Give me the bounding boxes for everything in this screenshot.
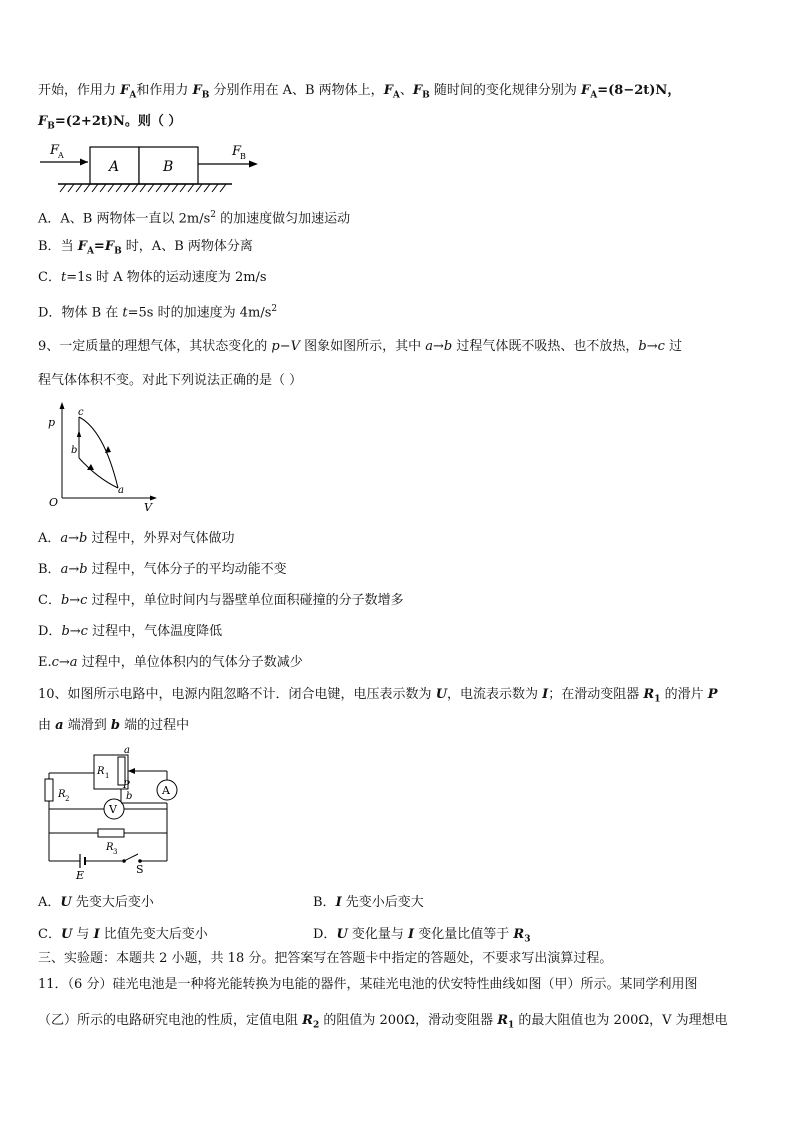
- block-a-label: A: [109, 159, 120, 175]
- block-b-label: B: [163, 159, 174, 175]
- point-a-label: a: [118, 485, 124, 496]
- p-axis-label: p: [48, 416, 56, 429]
- r3-sub: 3: [113, 848, 118, 856]
- q10-option-b[interactable]: B．I 先变小后变大: [313, 895, 424, 910]
- fa-label: F: [50, 143, 60, 158]
- battery-e-label: E: [76, 869, 85, 882]
- q9-stem-line1: 9、一定质量的理想气体，其状态变化的 p−V 图象如图所示，其中 a→b 过程气体既不吸热、也不放热，b→c 过: [38, 339, 683, 354]
- v-axis-label: V: [144, 501, 152, 514]
- q9-option-a[interactable]: A．a→b 过程中，外界对气体做功: [38, 531, 235, 546]
- q8-option-d[interactable]: D．物体 B 在 t=5s 时的加速度为 $4m/s^2$: [38, 304, 278, 321]
- q8-option-c[interactable]: C．t=1s 时 A 物体的运动速度为 2m/s: [38, 270, 267, 285]
- point-c-label: c: [78, 407, 84, 418]
- q10-option-d[interactable]: D．U 变化量与 I 变化量比值等于 $R_3$: [313, 927, 531, 945]
- q8-option-b[interactable]: B．当 $F_A=F_B$ 时，A、B 两物体分离: [38, 239, 253, 257]
- terminal-b-label: b: [126, 791, 133, 802]
- q11-stem-line1: 11．（6 分）硅光电池是一种将光能转换为电能的器件，某硅光电池的伏安特性曲线如图（甲）所示。某同学利用图: [38, 977, 698, 992]
- q9-option-e[interactable]: E.c→a 过程中，单位体积内的气体分子数减少: [38, 655, 303, 670]
- q9-option-b[interactable]: B．a→b 过程中，气体分子的平均动能不变: [38, 562, 287, 577]
- ammeter-label: A: [162, 784, 170, 797]
- q10-option-c[interactable]: C．U 与 I 比值先变大后变小: [38, 927, 208, 942]
- section-3-heading: 三、实验题：本题共 2 小题，共 18 分。把答案写在答题卡中指定的答题处，不要求写出演算过程。: [38, 951, 613, 966]
- r1-sub: 1: [105, 772, 110, 780]
- r2-label: R: [58, 789, 66, 800]
- resistor-r2: [45, 779, 53, 801]
- q10-option-a[interactable]: A．U 先变大后变小: [38, 895, 154, 910]
- voltmeter-label: V: [109, 803, 117, 816]
- q9-pv-graph: [42, 400, 167, 515]
- q9-stem-line2: 程气体体积不变。对此下列说法正确的是（ ）: [38, 373, 303, 388]
- r2-sub: 2: [65, 795, 70, 803]
- fb-sub: B: [240, 152, 246, 161]
- q10-stem-line2: 由 a 端滑到 b 端的过程中: [38, 718, 190, 733]
- terminal-a-label: a: [124, 745, 130, 756]
- q10-stem-line1: 10、如图所示电路中，电源内阻忽略不计．闭合电键，电压表示数为 U，电流表示数为 I；在滑动变阻器 $R_1$ 的滑片 P: [38, 687, 718, 705]
- q8-intro-line1: 开始，作用力 $F_A$和作用力 $F_B$ 分别作用在 A、B 两物体上，$F_A$、$F_B$ 随时间的变化规律分别为 $F_A=(8-2t)N$，: [38, 83, 681, 101]
- q8-intro-line2: $F_B=(2+2t)N$。则（ ）: [38, 114, 182, 132]
- q10-circuit-diagram: [40, 743, 190, 883]
- q8-blocks-figure: [36, 138, 266, 198]
- r3-label: R: [106, 842, 114, 853]
- slider-p-label: P: [123, 780, 130, 791]
- resistor-r3: [98, 829, 124, 837]
- r1-label: R: [97, 766, 105, 777]
- origin-label: O: [49, 496, 59, 509]
- q9-option-c[interactable]: C．b→c 过程中，单位时间内与器壁单位面积碰撞的分子数增多: [38, 593, 404, 608]
- switch-s-label: S: [136, 863, 144, 876]
- q9-option-d[interactable]: D．b→c 过程中，气体温度降低: [38, 624, 223, 639]
- point-b-label: b: [71, 445, 78, 456]
- fa-sub: A: [58, 151, 64, 160]
- switch-s: [124, 854, 138, 861]
- fb-label: F: [232, 144, 242, 159]
- q11-stem-line2: （乙）所示的电路研究电池的性质，定值电阻 $R_2$ 的阻值为 200Ω，滑动变阻器 $R_1$ 的最大阻值也为 200Ω，V 为理想电: [38, 1013, 728, 1031]
- q8-option-a[interactable]: A．A、B 两物体一直以 $2m/s^2$ 的加速度做匀加速运动: [38, 210, 351, 227]
